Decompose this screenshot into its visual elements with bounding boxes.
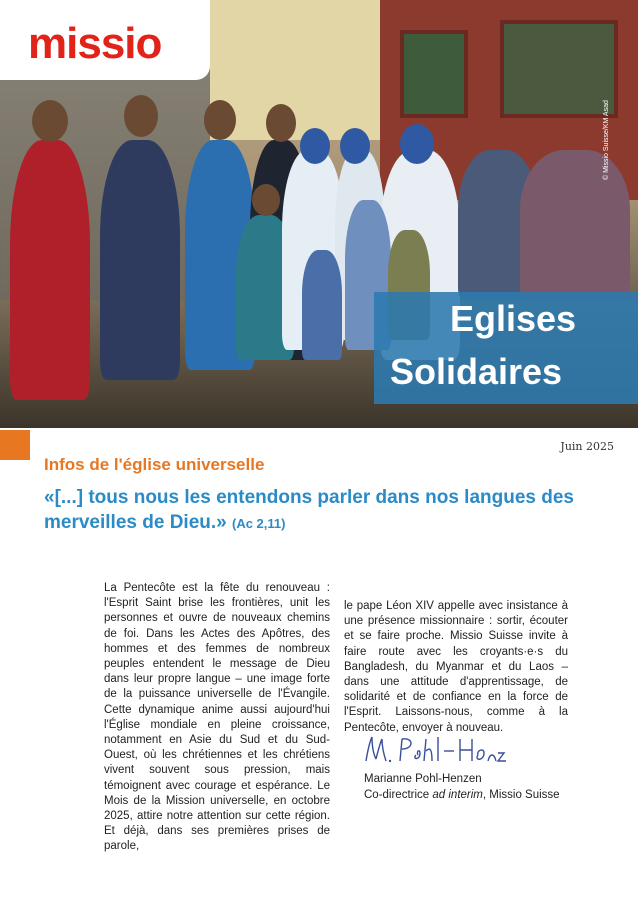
section-title: Infos de l'église universelle: [44, 455, 265, 474]
issue-date: Juin 2025: [560, 440, 614, 453]
photo-person: [10, 140, 90, 400]
photo-person: [100, 140, 180, 380]
handwritten-signature: [362, 733, 512, 767]
photo-credit: © Missio Suisse/KM Asad: [603, 100, 610, 180]
photo-person-head: [266, 104, 296, 142]
signer-name: Marianne Pohl-Henzen: [364, 773, 482, 785]
photo-person-head: [252, 184, 280, 216]
title-line-1: Eglises: [450, 298, 577, 339]
orange-accent-square: [0, 430, 30, 460]
photo-person-head: [300, 128, 330, 164]
signer-role: [364, 789, 560, 801]
title-line-2: Solidaires: [390, 351, 563, 392]
photo-person: [520, 150, 630, 300]
photo-person-head: [32, 100, 68, 142]
missio-logo: missio: [28, 19, 162, 68]
body-column-2: le pape Léon XIV appelle avec insistance à une présence missionnaire : sortir, écouter et se faire proche. Missio Suisse invite à faire route avec les croyants·e·s du Bangladesh, du Myanmar et du Laos – dans une attitude d'apprentissage, de solidarité et de confiance en la force de l'Esprit. Laissons-nous, comme à la Pentecôte, envoyer à nouveau.: [344, 600, 568, 734]
quote-text: «[...] tous nous les entendons parler dans nos langues des merveilles de Dieu.»: [44, 487, 574, 533]
photo-person-head: [400, 124, 434, 164]
logo-box: [0, 0, 210, 80]
body-column-1: La Pentecôte est la fête du renouveau : l'Esprit Saint brise les frontières, unit les personnes et ouvre de nouveaux chemins de foi. Dans les Actes des Apôtres, des hommes et des femmes de nombreux peuples entendent le message de Dieu dans leur propre langue – une image forte de la puissance universelle de l'Évangile. Cette dynamique anime aussi aujourd'hui l'Église mondiale en pleine croissance, notamment en Asie du Sud et du Sud-Ouest, où les chrétiennes et les chrétiens vivent souvent sous pression, mais témoignent avec courage et espérance. Le Mois de la Mission universelle, en octobre 2025, attire notre attention sur cette région. Et déjà, dans ses premières prises de parole,: [104, 582, 330, 853]
role-suffix: , Missio Suisse: [482, 789, 560, 801]
role-prefix: Co-directrice: [364, 789, 430, 801]
hero-photo: [0, 0, 638, 428]
title-box: [374, 292, 638, 404]
quote: [44, 485, 604, 536]
photo-person: [302, 250, 342, 360]
quote-reference: (Ac 2,11): [232, 516, 286, 531]
photo-person-head: [204, 100, 236, 140]
photo-person-head: [124, 95, 158, 137]
photo-person-head: [340, 128, 370, 164]
photo-window: [400, 30, 468, 118]
photo-window: [500, 20, 618, 118]
role-italic: ad interim: [432, 789, 483, 801]
